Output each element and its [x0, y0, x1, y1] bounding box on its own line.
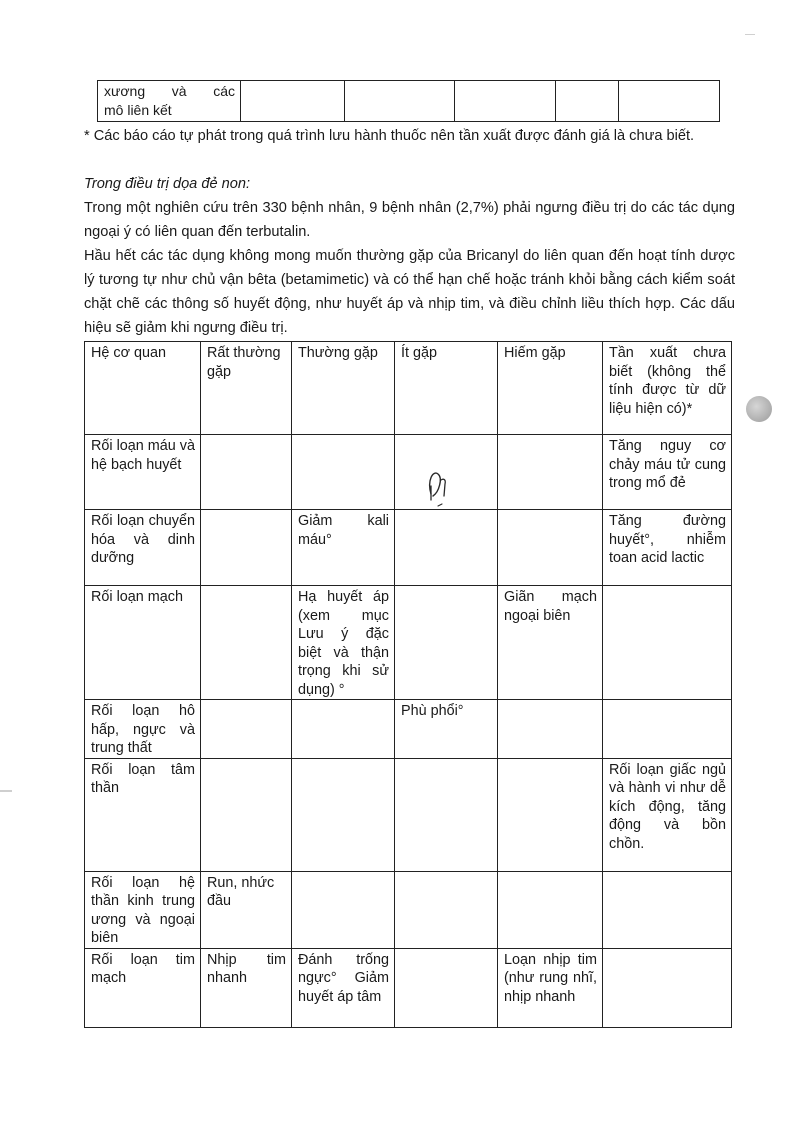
organ-cell: Rối loạn tim mạch [85, 948, 201, 1027]
adverse-reactions-table [84, 341, 732, 1028]
table-cell [292, 435, 395, 510]
header-common: Thường gặp [292, 342, 395, 435]
table-row [98, 81, 720, 122]
paragraph: Hầu hết các tác dụng không mong muốn thường gặp của Bricanyl do liên quan đến hoạt tính dược lý tương tự như chủ vận bêta (betamimetic) và có thể hạn chế hoặc tránh khỏi bằng cách kiểm soát chặt chẽ các thông số huyết động, như huyết áp và nhịp tim, và điều chỉnh liều thích hợp. Các dấu hiệu sẽ giảm khi ngưng điều trị. [84, 248, 735, 336]
table-cell [498, 700, 603, 759]
organ-cell: Rối loạn máu và hệ bạch huyết [85, 435, 201, 510]
table-cell [498, 871, 603, 948]
table-cell [345, 81, 455, 122]
table-row [85, 700, 732, 759]
table-cell [395, 758, 498, 871]
organ-line-1: xương và các [104, 83, 235, 99]
unknown-cell: Tăng đường huyết°, nhiễm toan acid lactic [603, 510, 732, 586]
table-header-row [85, 342, 732, 435]
punch-hole-mark [746, 396, 772, 422]
table-cell [292, 871, 395, 948]
organ-line-2: mô liên kết [104, 102, 172, 118]
table-cell [201, 510, 292, 586]
table-cell [201, 700, 292, 759]
scan-mark [0, 790, 12, 792]
carryover-table [97, 80, 720, 122]
table-cell [395, 510, 498, 586]
organ-cell: Rối loạn hệ thần kinh trung ương và ngoại biên [85, 871, 201, 948]
organ-cell: Rối loạn mạch [85, 586, 201, 700]
scan-mark [745, 34, 755, 43]
table-cell [201, 758, 292, 871]
table-row [85, 758, 732, 871]
header-rare: Hiếm gặp [498, 342, 603, 435]
table-row [85, 948, 732, 1027]
very-common-cell: Run, nhức đầu [201, 871, 292, 948]
table-cell [395, 871, 498, 948]
organ-cell [98, 81, 241, 122]
table-cell [455, 81, 556, 122]
unknown-cell: Rối loạn giấc ngủ và hành vi như dễ kích động, tăng động và bồn chồn. [603, 758, 732, 871]
table-cell [619, 81, 720, 122]
uncommon-cell: Phù phổi° [395, 700, 498, 759]
header-very-common: Rất thường gặp [201, 342, 292, 435]
table-cell [498, 435, 603, 510]
common-cell: Hạ huyết áp (xem mục Lưu ý đặc biệt và thận trọng khi sử dụng) ° [292, 586, 395, 700]
paragraph: Trong một nghiên cứu trên 330 bệnh nhân, 9 bệnh nhân (2,7%) phải ngưng điều trị do các tác dụng ngoại ý có liên quan đến terbutalin. [84, 200, 735, 240]
header-organ: Hệ cơ quan [85, 342, 201, 435]
table-row [85, 435, 732, 510]
table-cell [603, 948, 732, 1027]
table-cell [292, 758, 395, 871]
organ-cell: Rối loạn chuyển hóa và dinh dưỡng [85, 510, 201, 586]
common-cell: Giảm kali máu° [292, 510, 395, 586]
header-uncommon: Ít gặp [395, 342, 498, 435]
table-row [85, 586, 732, 700]
table-cell [498, 758, 603, 871]
table-cell [603, 871, 732, 948]
section-subheading: Trong điều trị dọa đẻ non: [84, 176, 251, 192]
table-cell [201, 586, 292, 700]
table-cell [395, 586, 498, 700]
table-cell [603, 586, 732, 700]
rare-cell: Giãn mạch ngoại biên [498, 586, 603, 700]
table-row [85, 871, 732, 948]
table-cell [395, 948, 498, 1027]
handwritten-initials [425, 466, 455, 508]
unknown-cell: Tăng nguy cơ chảy máu tử cung trong mổ đẻ [603, 435, 732, 510]
organ-cell: Rối loạn hô hấp, ngực và trung thất [85, 700, 201, 759]
table-cell [201, 435, 292, 510]
table-cell [556, 81, 619, 122]
header-unknown: Tần xuất chưa biết (không thể tính được từ dữ liệu hiện có)* [603, 342, 732, 435]
very-common-cell: Nhịp tim nhanh [201, 948, 292, 1027]
footnote: * Các báo cáo tự phát trong quá trình lưu hành thuốc nên tần xuất được đánh giá là chưa biết. [84, 128, 695, 144]
table-cell [603, 700, 732, 759]
table-cell [292, 700, 395, 759]
organ-cell: Rối loạn tâm thần [85, 758, 201, 871]
table-row [85, 510, 732, 586]
table-cell [241, 81, 345, 122]
table-cell [498, 510, 603, 586]
rare-cell: Loạn nhịp tim (như rung nhĩ, nhịp nhanh [498, 948, 603, 1027]
common-cell: Đánh trống ngực° Giảm huyết áp tâm [292, 948, 395, 1027]
